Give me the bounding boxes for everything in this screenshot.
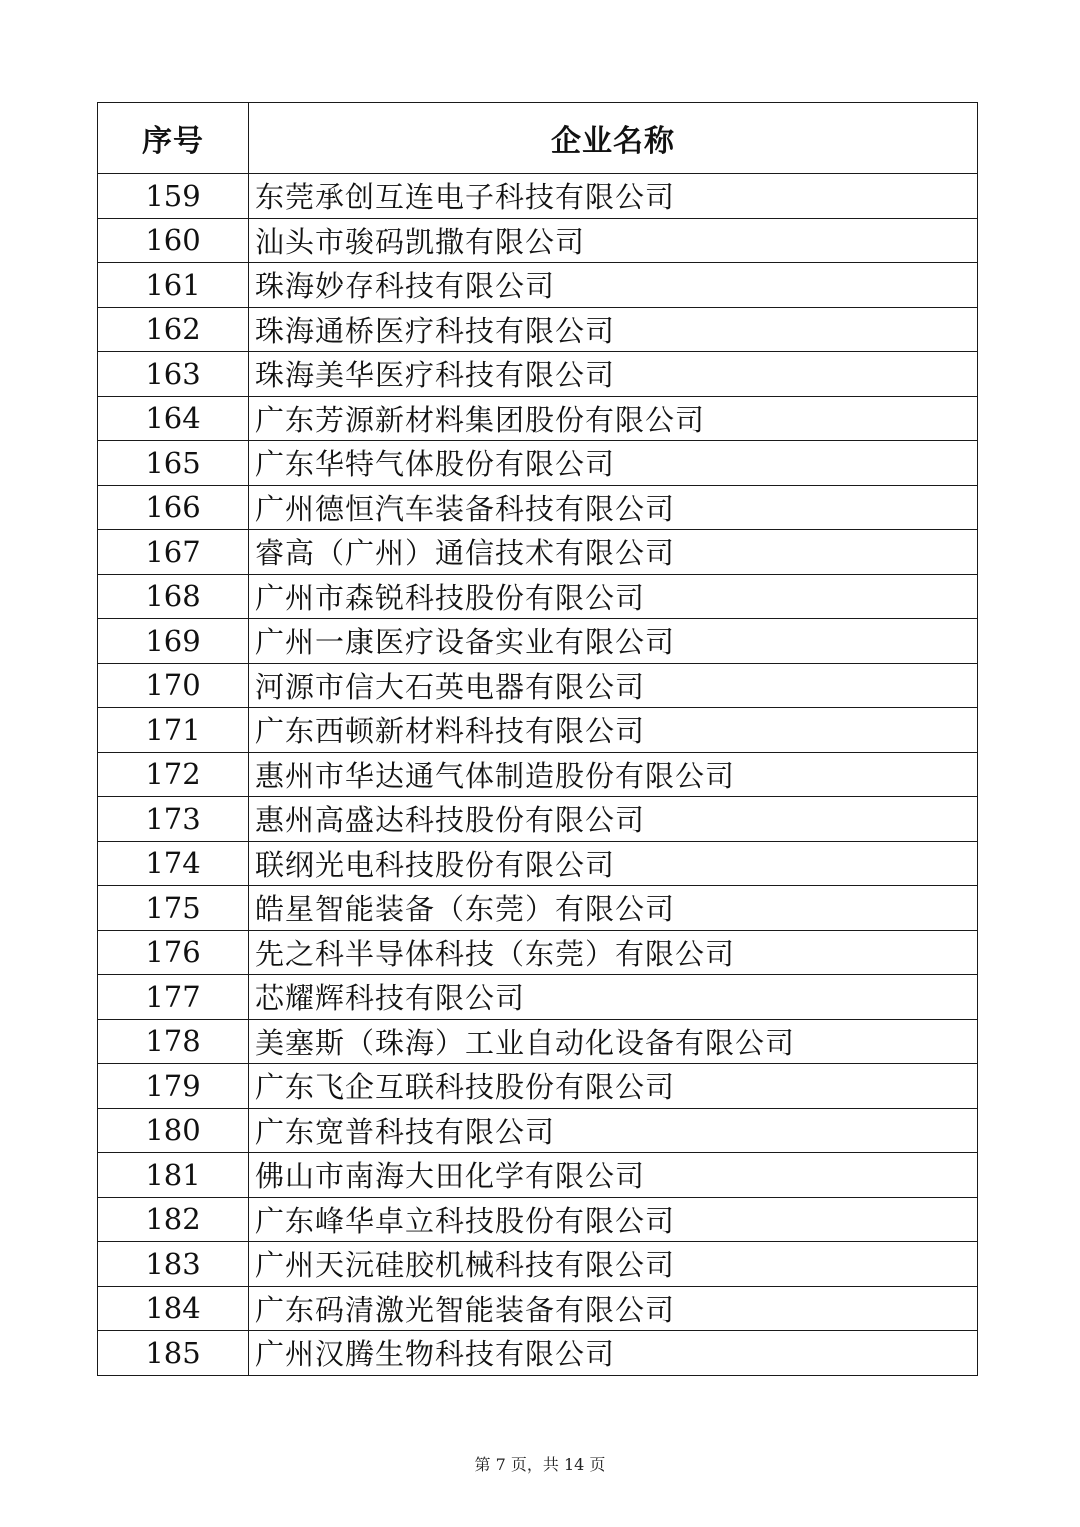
company-name: 东莞承创互连电子科技有限公司 (249, 174, 978, 219)
table-row (98, 708, 978, 753)
company-name: 广东芳源新材料集团股份有限公司 (249, 396, 978, 441)
header-company-name: 企业名称 (249, 103, 978, 174)
company-name: 睿高（广州）通信技术有限公司 (249, 530, 978, 575)
table-row (98, 485, 978, 530)
company-name: 佛山市南海大田化学有限公司 (249, 1153, 978, 1198)
company-name: 广东西顿新材料科技有限公司 (249, 708, 978, 753)
row-number: 169 (98, 619, 249, 664)
table-row (98, 663, 978, 708)
company-name: 广州一康医疗设备实业有限公司 (249, 619, 978, 664)
company-name: 广东峰华卓立科技股份有限公司 (249, 1197, 978, 1242)
table-row (98, 1331, 978, 1376)
table-row (98, 352, 978, 397)
company-name: 皓星智能装备（东莞）有限公司 (249, 886, 978, 931)
table-row (98, 930, 978, 975)
company-name: 广东飞企互联科技股份有限公司 (249, 1064, 978, 1109)
table-row (98, 396, 978, 441)
table-row (98, 574, 978, 619)
table-row (98, 1153, 978, 1198)
row-number: 184 (98, 1286, 249, 1331)
row-number: 180 (98, 1108, 249, 1153)
row-number: 168 (98, 574, 249, 619)
row-number: 175 (98, 886, 249, 931)
table-row (98, 174, 978, 219)
company-name: 联纲光电科技股份有限公司 (249, 841, 978, 886)
table-row (98, 441, 978, 486)
page-number-footer: 第 7 页，共 14 页 (474, 1455, 606, 1474)
table-row (98, 886, 978, 931)
row-number: 181 (98, 1153, 249, 1198)
company-name: 广州汉腾生物科技有限公司 (249, 1331, 978, 1376)
table-row (98, 975, 978, 1020)
table-row (98, 307, 978, 352)
company-name: 广州市森锐科技股份有限公司 (249, 574, 978, 619)
table-row (98, 619, 978, 664)
row-number: 160 (98, 218, 249, 263)
header-number: 序号 (98, 103, 249, 174)
company-name: 广东码清激光智能装备有限公司 (249, 1286, 978, 1331)
table-row (98, 1197, 978, 1242)
company-name: 惠州高盛达科技股份有限公司 (249, 797, 978, 842)
company-list-table (97, 102, 978, 1376)
table-row (98, 530, 978, 575)
company-name: 广州德恒汽车装备科技有限公司 (249, 485, 978, 530)
company-name: 珠海美华医疗科技有限公司 (249, 352, 978, 397)
company-name: 广州天沅硅胶机械科技有限公司 (249, 1242, 978, 1287)
company-name: 广东华特气体股份有限公司 (249, 441, 978, 486)
table-row (98, 841, 978, 886)
table-row (98, 263, 978, 308)
table-header-row (98, 103, 978, 174)
company-name: 美塞斯（珠海）工业自动化设备有限公司 (249, 1019, 978, 1064)
company-name: 珠海通桥医疗科技有限公司 (249, 307, 978, 352)
row-number: 182 (98, 1197, 249, 1242)
company-name: 惠州市华达通气体制造股份有限公司 (249, 752, 978, 797)
row-number: 164 (98, 396, 249, 441)
row-number: 162 (98, 307, 249, 352)
company-name: 珠海妙存科技有限公司 (249, 263, 978, 308)
table-row (98, 1019, 978, 1064)
table-row (98, 218, 978, 263)
row-number: 179 (98, 1064, 249, 1109)
company-name: 广东宽普科技有限公司 (249, 1108, 978, 1153)
row-number: 183 (98, 1242, 249, 1287)
row-number: 163 (98, 352, 249, 397)
table-row (98, 1064, 978, 1109)
row-number: 170 (98, 663, 249, 708)
table-row (98, 752, 978, 797)
company-name: 河源市信大石英电器有限公司 (249, 663, 978, 708)
table-body (98, 174, 978, 1376)
row-number: 172 (98, 752, 249, 797)
row-number: 176 (98, 930, 249, 975)
company-name: 先之科半导体科技（东莞）有限公司 (249, 930, 978, 975)
row-number: 171 (98, 708, 249, 753)
row-number: 173 (98, 797, 249, 842)
table-row (98, 1286, 978, 1331)
row-number: 177 (98, 975, 249, 1020)
row-number: 161 (98, 263, 249, 308)
row-number: 185 (98, 1331, 249, 1376)
row-number: 159 (98, 174, 249, 219)
row-number: 166 (98, 485, 249, 530)
row-number: 165 (98, 441, 249, 486)
table-row (98, 1242, 978, 1287)
row-number: 178 (98, 1019, 249, 1064)
company-name: 芯耀辉科技有限公司 (249, 975, 978, 1020)
row-number: 174 (98, 841, 249, 886)
row-number: 167 (98, 530, 249, 575)
table-row (98, 797, 978, 842)
table-row (98, 1108, 978, 1153)
company-name: 汕头市骏码凯撒有限公司 (249, 218, 978, 263)
